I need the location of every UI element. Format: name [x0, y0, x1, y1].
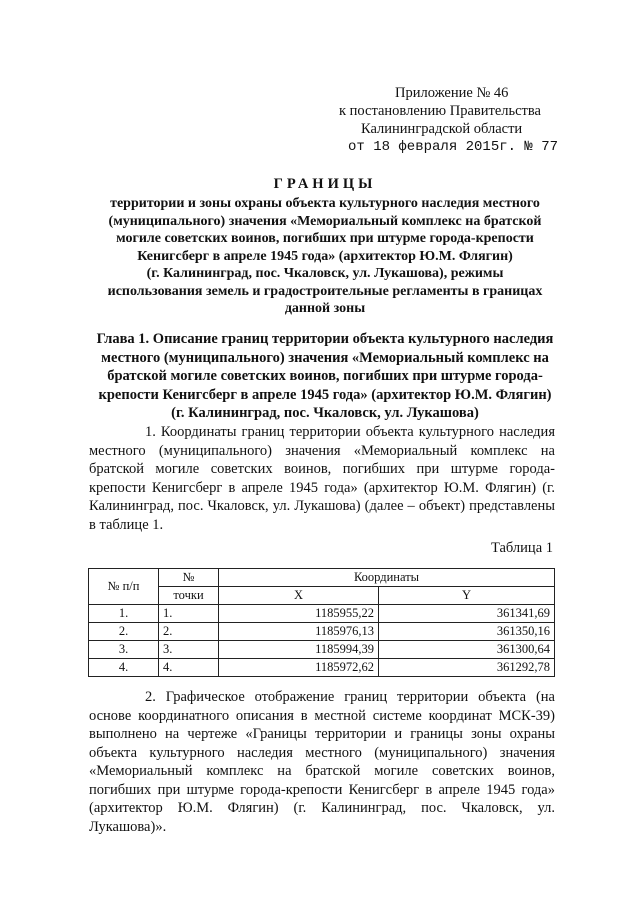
document-subtitle [70, 195, 580, 318]
header-point-2: точки [159, 587, 219, 605]
table-row [89, 659, 555, 677]
cell-x: 1185972,62 [219, 659, 379, 677]
paragraph-2: 2. Графическое отображение границ территории объекта (на основе координатного описания в местной системе координат МСК-39) выполнено на чертеже «Границы территории и границы зоны охраны объекта культурного наследия местного (муниципального) значения «Мемориальный комплекс на братской могиле советских воинов, погибших при штурме города-крепости Кенигсберг в апреле 1945 года» (архитектор Ю.М. Флягин) (г. Калининград, пос. Чкаловск, ул. Лукашова)». [89, 689, 555, 835]
header-x: X [219, 587, 379, 605]
cell-y: 361341,69 [379, 605, 555, 623]
chapter-line: Глава 1. Описание границ территории объекта культурного наследия [96, 331, 554, 347]
chapter-line: братской могиле советских воинов, погибших при штурме города- [107, 368, 543, 384]
cell-num: 1. [89, 605, 159, 623]
subtitle-line: данной зоны [284, 301, 366, 316]
subtitle-line: территории и зоны охраны объекта культурного наследия местного [110, 196, 540, 211]
header-y: Y [379, 587, 555, 605]
cell-num: 3. [89, 641, 159, 659]
chapter-line: (г. Калининград, пос. Чкаловск, ул. Лукашова) [171, 405, 479, 421]
header-num: № п/п [89, 569, 159, 605]
cell-x: 1185955,22 [219, 605, 379, 623]
cell-num: 4. [89, 659, 159, 677]
header-coords: Координаты [219, 569, 555, 587]
cell-point: 4. [159, 659, 219, 677]
cell-y: 361350,16 [379, 623, 555, 641]
cell-num: 2. [89, 623, 159, 641]
cell-y: 361300,64 [379, 641, 555, 659]
table-row [89, 605, 555, 623]
paragraph-1: 1. Координаты границ территории объекта культурного наследия местного (муниципального) значения «Мемориальный комплекс на братской могиле советских воинов, погибших при штурме города-крепости Кенигсберг в апреле 1945 года» (архитектор Ю.М. Флягин) (г. Калининград, пос. Чкаловск, ул. Лукашова) (далее – объект) представлены в таблице 1. [89, 424, 555, 533]
appendix-region: Калининградской области [361, 121, 523, 137]
cell-x: 1185976,13 [219, 623, 379, 641]
cell-point: 3. [159, 641, 219, 659]
table-row [89, 623, 555, 641]
cell-y: 361292,78 [379, 659, 555, 677]
chapter-line: местного (муниципального) значения «Мемориальный комплекс на [101, 349, 549, 366]
table-subheader-row [89, 587, 555, 605]
document-heading: ГРАНИЦЫ [273, 176, 377, 192]
coordinates-table [88, 568, 555, 677]
cell-point: 2. [159, 623, 219, 641]
table-label: Таблица 1 [490, 540, 553, 556]
appendix-date: от 18 февраля 2015г. № 77 [348, 139, 559, 155]
subtitle-line: (г. Калининград, пос. Чкаловск, ул. Лукашова), режимы [146, 266, 504, 281]
header-point-1: № [159, 569, 219, 587]
appendix-number: Приложение № 46 [395, 85, 509, 101]
cell-x: 1185994,39 [219, 641, 379, 659]
cell-point: 1. [159, 605, 219, 623]
subtitle-line: Кенигсберг в апреле 1945 года» (архитектор Ю.М. Флягин) [137, 248, 513, 264]
chapter-heading [80, 330, 570, 423]
subtitle-line: использования земель и градостроительные регламенты в границах [107, 283, 543, 299]
table-header-row [89, 569, 555, 587]
table-row [89, 641, 555, 659]
subtitle-line: могиле советских воинов, погибших при штурме города-крепости [116, 231, 534, 246]
chapter-line: крепости Кенигсберг в апреле 1945 года» (архитектор Ю.М. Флягин) [98, 386, 552, 403]
appendix-resolution: к постановлению Правительства [339, 103, 541, 119]
subtitle-line: (муниципального) значения «Мемориальный комплекс на братской [108, 213, 542, 229]
